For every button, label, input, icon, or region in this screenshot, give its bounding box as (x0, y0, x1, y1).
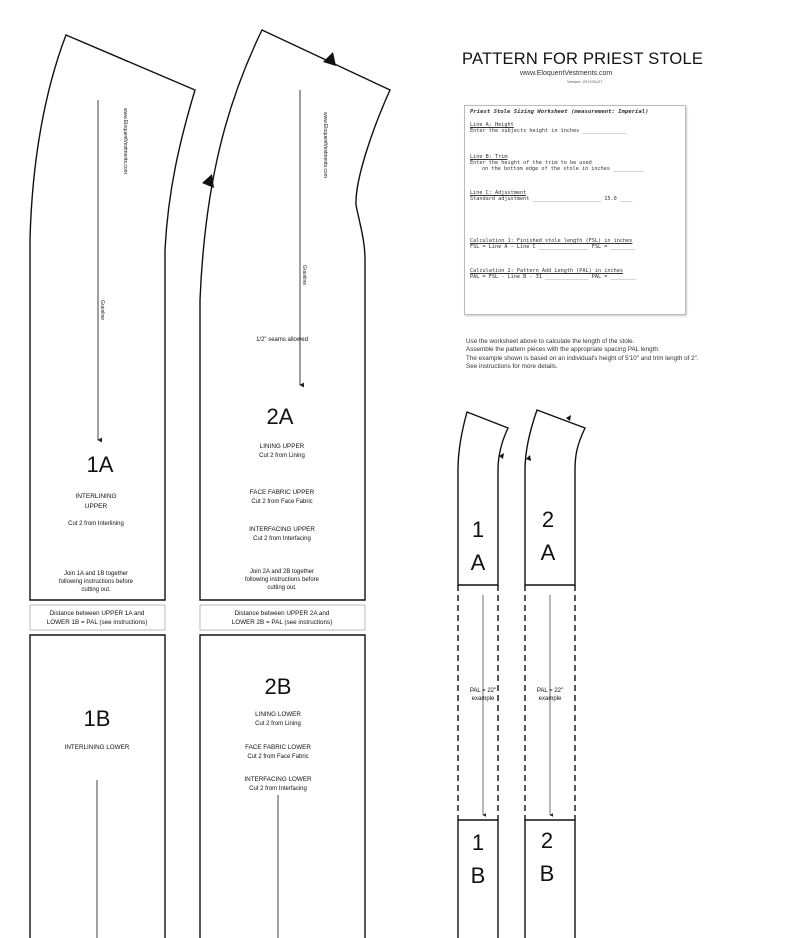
instruction-line: Use the worksheet above to calculate the length of the stole. (466, 338, 635, 345)
example-2b-label: 2 (540, 828, 554, 853)
example-pal-1: PAL = 22" (469, 688, 497, 694)
page-title: PATTERN FOR PRIEST STOLE (462, 50, 704, 68)
instruction-line: The example shown is based on an individual's height of 5'10" and trim length of 2". (466, 354, 699, 362)
example-2b-label-2: B (539, 861, 555, 886)
calc-2-heading: Calculation 2: Pattern Add Length (PAL) in inches (470, 268, 624, 274)
piece-2b-label: 2B (264, 674, 292, 699)
gap-2-text: Distance between UPPER 2A and (234, 610, 330, 617)
example-2a-label: 2 (541, 507, 555, 532)
gap-1-text-2: LOWER 1B = PAL (see instructions) (46, 619, 148, 626)
example-1a-label: 1 (471, 517, 485, 542)
piece-2b-lining-cut: Cut 2 from Lining (255, 721, 301, 727)
line-b-heading: Line B: Trim (470, 154, 508, 160)
example-1b-label: 1 (471, 830, 485, 855)
line-a-heading: Line A: Height (470, 122, 514, 128)
notch-icon (526, 455, 531, 461)
piece-2a-url: www.EloquentVestments.com (322, 112, 328, 178)
piece-2a-join-2: following instructions before (244, 577, 320, 583)
piece-1b-outline (30, 635, 165, 938)
instruction-line: See instructions for more details. (466, 362, 558, 370)
piece-2a-lining: LINING UPPER (259, 443, 305, 450)
piece-1a-name: INTERLINING (75, 493, 117, 500)
piece-1a-name-2: UPPER (84, 503, 108, 510)
line-a-text: Enter the subjects height in inches ______________ (470, 128, 627, 134)
calc-2-text: PAL = FSL - Line B - 31 ______________ PAL = ________ (470, 274, 636, 280)
version: Version: 2017/01/27 (567, 79, 603, 84)
piece-1a-url: www.EloquentVestments.com (122, 108, 128, 174)
piece-2a-outline (200, 30, 390, 600)
piece-1a-label: 1A (86, 452, 114, 477)
piece-2a-lining-cut: Cut 2 from Lining (259, 453, 305, 459)
example-pal-2: PAL = 22" (536, 688, 564, 694)
sizing-worksheet (464, 105, 686, 315)
piece-2b-face: FACE FABRIC LOWER (245, 744, 311, 751)
piece-1a-join-2: following instructions before (58, 579, 134, 585)
piece-2b-face-cut: Cut 2 from Face Fabric (247, 754, 309, 760)
example-1-dashed (458, 585, 498, 820)
worksheet-title: Priest Stole Sizing Worksheet (measurement: Imperial) (470, 109, 649, 115)
piece-1a-outline (30, 35, 195, 600)
instruction-line: Assemble the pattern pieces with the appropriate spacing PAL length. (466, 346, 660, 354)
calc-1-heading: Calculation 1: Finished stole length (FSL) in inches (470, 238, 633, 244)
notch-icon (202, 174, 214, 188)
piece-1b-name: INTERLINING LOWER (64, 744, 130, 751)
piece-2b-interfacing-cut: Cut 2 from Interfacing (249, 786, 307, 792)
line-c-text: Standard adjustment ______________________ 15.0 ____ (470, 196, 633, 202)
gap-2-text-2: LOWER 2B = PAL (see instructions) (231, 619, 333, 626)
calc-1-text: FSL = Line A - Line C ________________ FSL = ________ (470, 244, 636, 250)
piece-1a-cut: Cut 2 from Interlining (68, 521, 124, 527)
piece-2a-face: FACE FABRIC UPPER (249, 489, 315, 496)
gap-1-box (30, 605, 165, 630)
line-b-text-2: on the bottom edge of the stole in inches __________ (482, 166, 645, 172)
piece-1a-grainline: Grainline (99, 300, 105, 321)
gap-1-text: Distance between UPPER 1A and (49, 610, 145, 617)
piece-2a-grainline: Grainline (301, 265, 307, 286)
example-1a-label-2: A (470, 550, 486, 575)
site-url: www.EloquentVestments.com (520, 70, 613, 77)
notch-icon (566, 415, 571, 421)
piece-2a-label: 2A (266, 404, 294, 429)
line-b-text: Enter the height of the trim to be used (470, 160, 592, 166)
piece-2a-seams: 1/2" seams allowed (256, 337, 308, 343)
piece-2a-interfacing-cut: Cut 2 from Interfacing (253, 536, 311, 542)
piece-2b-interfacing: INTERFACING LOWER (244, 776, 312, 783)
example-pal-1-note: example (471, 696, 495, 702)
example-pal-2-note: example (538, 696, 562, 702)
piece-2a-interfacing: INTERFACING UPPER (249, 526, 315, 533)
piece-1a-join: Join 1A and 1B together (63, 571, 129, 577)
piece-2a-join: Join 2A and 2B together (249, 569, 315, 575)
line-c-heading: Line C: Adjustment (470, 190, 527, 196)
piece-1b-label: 1B (83, 706, 111, 731)
piece-2b-lining: LINING LOWER (255, 711, 301, 718)
piece-1a-join-3: cutting out. (81, 587, 111, 593)
example-1b-label-2: B (470, 863, 486, 888)
piece-2a-join-3: cutting out. (267, 585, 297, 591)
gap-2-box (200, 605, 365, 630)
piece-2a-face-cut: Cut 2 from Face Fabric (251, 499, 313, 505)
example-2a-label-2: A (540, 540, 556, 565)
instructions (466, 338, 701, 371)
